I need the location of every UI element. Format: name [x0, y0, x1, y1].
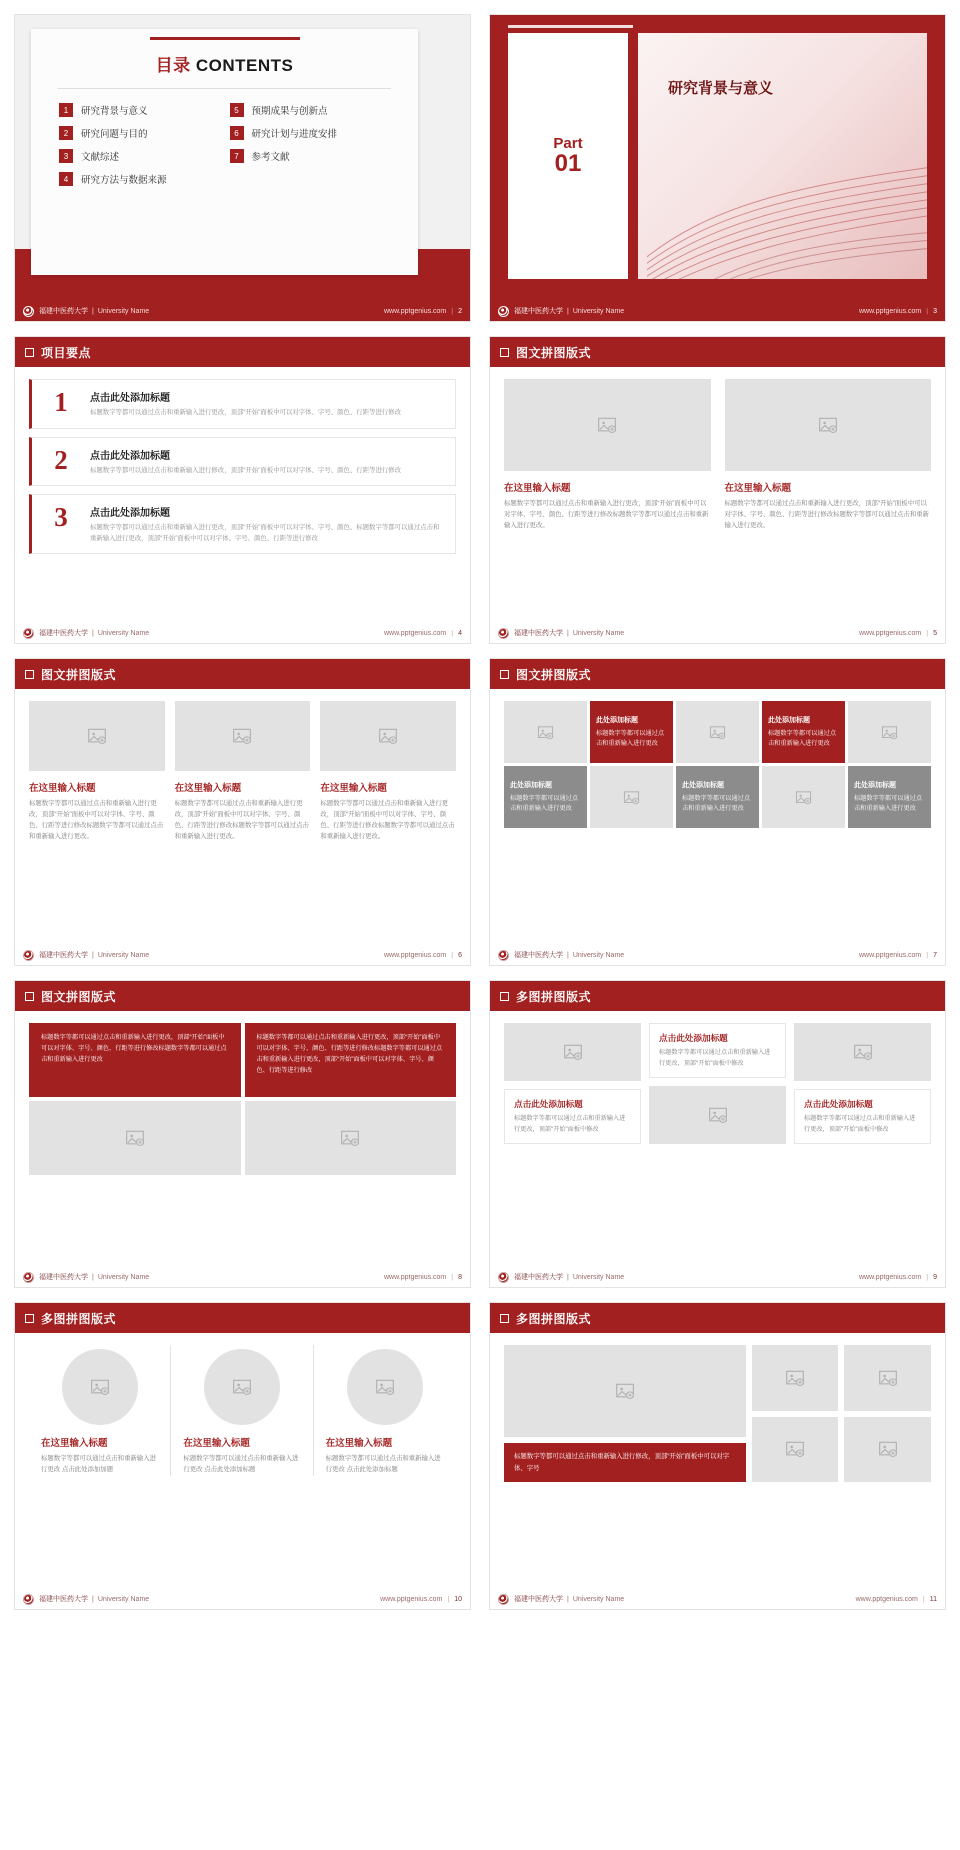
footer-site: www.pptgenius.com: [859, 951, 922, 959]
slide-contents[interactable]: [14, 14, 471, 322]
footer-sep: |: [926, 1273, 929, 1281]
cell-title: 在这里输入标题: [174, 783, 242, 795]
footer-site: www.pptgenius.com: [384, 629, 447, 637]
top-rule: [508, 25, 633, 28]
tile-title: 此处添加标题: [596, 717, 638, 725]
caption-card[interactable]: [794, 1089, 931, 1144]
slide-body: [15, 1333, 470, 1609]
list-item[interactable]: [59, 149, 220, 163]
image-icon: [785, 1368, 805, 1388]
image-icon: [708, 1105, 728, 1125]
footer-university-en: University Name: [572, 629, 625, 637]
cell-body: 标题数字等都可以通过点击和重新输入进行更改，顶部“开始”面板中可以对字体、字号、颜色、行距等进行修改标题数字等都可以通过点击和重新输入进行更改。: [724, 500, 929, 529]
footer-university-en: University Name: [572, 307, 625, 315]
header-title: 多图拼图版式: [41, 1311, 117, 1326]
image-icon: [232, 1377, 252, 1397]
media-text-cell[interactable]: [314, 1345, 456, 1476]
university-logo-icon: [23, 1594, 34, 1605]
square-bullet-icon: [500, 670, 509, 679]
footer-site: www.pptgenius.com: [855, 1595, 918, 1603]
footer-university-cn: 福建中医药大学: [514, 1274, 563, 1282]
image-placeholder[interactable]: [62, 1349, 138, 1425]
university-logo-icon: [498, 950, 509, 961]
image-placeholder[interactable]: [504, 701, 587, 763]
card-title: 点击此处添加标题: [514, 1099, 583, 1110]
tile-title: 此处添加标题: [682, 782, 724, 790]
collage-column: [649, 1023, 786, 1144]
footer-university-en: University Name: [97, 307, 150, 315]
slide-footer: [15, 301, 470, 321]
footer-university-cn: 福建中医药大学: [39, 630, 88, 638]
collage-column: [794, 1023, 931, 1144]
page-number: 5: [933, 629, 937, 637]
media-text-cell[interactable]: [725, 379, 932, 532]
page-number: 7: [933, 951, 937, 959]
footer-university-cn: 福建中医药大学: [514, 1596, 563, 1604]
item-label: 预期成果与创新点: [251, 106, 328, 117]
slide-footer: [490, 1589, 945, 1609]
tile-body: 标题数字等都可以通过点击和重新输入进行更改: [854, 795, 923, 813]
footer-separator: |: [92, 1273, 94, 1281]
slide-body: [490, 689, 945, 965]
page-number: 2: [458, 307, 462, 315]
footer-university-cn: 福建中医药大学: [514, 952, 563, 960]
slide-footer: [15, 945, 470, 965]
media-text-cell[interactable]: [171, 1345, 313, 1476]
slide-footer: [490, 623, 945, 643]
tile-body: 标题数字等都可以通过点击和重新输入进行更改: [768, 730, 837, 748]
list-item[interactable]: [29, 379, 456, 429]
page-number: 11: [929, 1595, 937, 1603]
footer-sep: |: [451, 629, 454, 637]
caption-card[interactable]: [649, 1023, 786, 1078]
image-icon: [878, 1439, 898, 1459]
university-logo-icon: [23, 628, 34, 639]
tile-title: 此处添加标题: [510, 782, 552, 790]
slide-footer: [15, 1589, 470, 1609]
page-number: 8: [458, 1273, 462, 1281]
item-number: 3: [54, 502, 68, 533]
media-text-cell[interactable]: [504, 379, 711, 532]
footer-separator: |: [92, 1595, 94, 1603]
cell-title: 在这里输入标题: [325, 1438, 393, 1450]
text-tile[interactable]: [848, 766, 931, 828]
card-title: 点击此处添加标题: [804, 1099, 873, 1110]
caption-banner[interactable]: 标题数字等都可以通过点击和重新输入进行修改，顶部“开始”面板中可以对字体、字号: [504, 1443, 746, 1481]
item-label: 研究方法与数据来源: [81, 175, 167, 186]
image-placeholder[interactable]: [752, 1417, 839, 1482]
university-logo-icon: [23, 306, 34, 317]
page-number: 9: [933, 1273, 937, 1281]
contents-title-cn: 目录: [155, 56, 191, 75]
media-text-cell[interactable]: [175, 701, 311, 843]
footer-separator: |: [567, 307, 569, 315]
card-body: 标题数字等都可以通过点击和重新输入进行更改，顶部“开始”面板中修改: [659, 1049, 771, 1067]
square-bullet-icon: [25, 348, 34, 357]
image-placeholder[interactable]: [29, 701, 165, 771]
image-placeholder[interactable]: [848, 701, 931, 763]
image-icon: [795, 789, 812, 806]
cell-title: 在这里输入标题: [320, 783, 387, 795]
footer-university-en: University Name: [572, 951, 625, 959]
image-placeholder[interactable]: [844, 1345, 931, 1410]
text-tile[interactable]: 标题数字等都可以通过点击和重新输入进行更改，顶部“开始”面板中可以对字体、字号、颜色、行距等进行修改标题数字等都可以通过点击和重新输入进行更改: [29, 1023, 241, 1097]
footer-university-en: University Name: [572, 1273, 625, 1281]
footer-separator: |: [92, 307, 94, 315]
footer-site: www.pptgenius.com: [380, 1595, 443, 1603]
item-number: 3: [59, 149, 73, 163]
footer-university-cn: 福建中医药大学: [514, 308, 563, 316]
footer-university-en: University Name: [97, 1273, 150, 1281]
footer-sep: |: [926, 629, 929, 637]
tile-title: 此处添加标题: [768, 717, 810, 725]
image-icon: [90, 1377, 110, 1397]
cell-body: 标题数字等都可以通过点击和重新输入进行更改 点击此处添加标题: [183, 1455, 299, 1474]
list-item[interactable]: [230, 126, 391, 140]
page-title: [31, 51, 418, 76]
cell-body: 标题数字等都可以通过点击和重新输入进行更改，顶部“开始”面板中可以对字体、字号、颜色、行距等进行修改标题数字等都可以通过点击和重新输入进行更改。: [29, 800, 164, 840]
item-body: 标题数字等都可以通过点击和重新输入进行更改，顶部“开始”面板中可以对字体、字号、颜色、标题数字等都可以通过点击和重新输入进行更改，顶部“开始”面板中可以对字体、字号、颜色、行距等进行修改: [90, 524, 440, 542]
image-placeholder[interactable]: [175, 701, 311, 771]
text-tile[interactable]: 标题数字等都可以通过点击和重新输入进行更改，顶部“开始”面板中可以对字体、字号、颜色、行距等进行修改标题数字等都可以通过点击和重新输入进行更改，顶部“开始”面板中可以对字体、字号、颜色、行距等进行修改: [245, 1023, 457, 1097]
text-tile[interactable]: [590, 701, 673, 763]
image-icon: [87, 726, 107, 746]
header-title: 多图拼图版式: [516, 1311, 592, 1326]
cell-title: 在这里输入标题: [504, 483, 571, 495]
footer-sep: |: [447, 1595, 450, 1603]
list-item[interactable]: [59, 172, 220, 186]
item-label: 研究问题与目的: [81, 129, 148, 140]
image-icon: [881, 724, 898, 741]
tile-body: 标题数字等都可以通过点击和重新输入进行更改: [682, 795, 751, 813]
title-tick: [150, 37, 300, 40]
item-number: 5: [230, 103, 244, 117]
university-logo-icon: [498, 1272, 509, 1283]
image-icon: [785, 1439, 805, 1459]
university-logo-icon: [23, 950, 34, 961]
slide-footer: [490, 301, 945, 321]
footer-sep: |: [451, 307, 454, 315]
image-icon: [597, 415, 617, 435]
university-logo-icon: [498, 628, 509, 639]
page-number: 6: [458, 951, 462, 959]
image-icon: [615, 1381, 635, 1401]
item-body: 标题数字等都可以通过点击和重新输入进行修改，顶部“开始”面板中可以对字体、字号、颜色、行距等进行修改: [90, 466, 402, 474]
item-number: 1: [59, 103, 73, 117]
part-card: [508, 33, 628, 279]
slide-three-column[interactable]: [14, 658, 471, 966]
square-bullet-icon: [500, 992, 509, 1001]
cell-body: 标题数字等都可以通过点击和重新输入进行更改 点击此处添加加题: [41, 1455, 157, 1474]
cell-title: 在这里输入标题: [724, 483, 792, 495]
list-item[interactable]: [29, 437, 456, 487]
image-icon: [853, 1042, 873, 1062]
footer-university-en: University Name: [572, 1595, 625, 1603]
slide-footer: [15, 1267, 470, 1287]
contents-title-en: CONTENTS: [195, 56, 294, 75]
item-number: 2: [59, 126, 73, 140]
image-icon: [340, 1128, 360, 1148]
item-label: 研究背景与意义: [81, 106, 148, 117]
media-text-cell[interactable]: [320, 701, 456, 843]
image-placeholder[interactable]: [752, 1345, 839, 1410]
slide-two-column[interactable]: [489, 336, 946, 644]
slide-header: [15, 659, 470, 689]
footer-site: www.pptgenius.com: [859, 307, 922, 315]
image-placeholder[interactable]: [844, 1417, 931, 1482]
header-title: 多图拼图版式: [516, 989, 592, 1004]
item-label: 参考文献: [251, 152, 290, 163]
square-bullet-icon: [500, 1314, 509, 1323]
media-text-cell[interactable]: [29, 701, 165, 843]
footer-sep: |: [451, 951, 454, 959]
list-item[interactable]: [230, 149, 391, 163]
item-number: 7: [230, 149, 244, 163]
slide-header: [490, 981, 945, 1011]
media-text-cell[interactable]: [29, 1345, 171, 1476]
right-grid: [752, 1345, 931, 1481]
slide-footer: [15, 623, 470, 643]
slide-header: [490, 659, 945, 689]
part-banner: [638, 33, 927, 279]
cell-title: 在这里输入标题: [183, 1438, 250, 1450]
square-bullet-icon: [25, 992, 34, 1001]
slide-header: [15, 337, 470, 367]
footer-university-en: University Name: [97, 951, 150, 959]
slide-footer: [490, 945, 945, 965]
footer-sep: |: [922, 1595, 925, 1603]
footer-separator: |: [92, 629, 94, 637]
cell-body: 标题数字等都可以通过点击和重新输入进行更改，顶部“开始”面板中可以对字体、字号、颜色、行距等进行修改标题数字等都可以通过点击和重新输入进行更改。: [504, 500, 709, 529]
image-placeholder[interactable]: [29, 1101, 241, 1175]
slide-red-blocks[interactable]: [14, 980, 471, 1288]
image-icon: [878, 1368, 898, 1388]
footer-site: www.pptgenius.com: [384, 307, 447, 315]
footer-university-en: University Name: [97, 629, 150, 637]
footer-site: www.pptgenius.com: [859, 629, 922, 637]
image-placeholder[interactable]: [590, 766, 673, 828]
item-title: 点击此处添加标题: [90, 508, 170, 520]
footer-site: www.pptgenius.com: [384, 1273, 447, 1281]
cell-title: 在这里输入标题: [29, 783, 96, 795]
page-number: 10: [454, 1595, 462, 1603]
slide-mosaic[interactable]: [489, 658, 946, 966]
footer-university-cn: 福建中医药大学: [514, 630, 563, 638]
slide-body: [15, 1011, 470, 1287]
cell-title: 在这里输入标题: [41, 1438, 108, 1450]
footer-site: www.pptgenius.com: [859, 1273, 922, 1281]
item-label: 研究计划与进度安排: [251, 129, 338, 140]
card-body: 标题数字等都可以通过点击和重新输入进行更改，顶部“开始”面板中修改: [804, 1115, 916, 1133]
footer-sep: |: [451, 1273, 454, 1281]
footer-separator: |: [567, 951, 569, 959]
header-title: 图文拼图版式: [41, 667, 117, 682]
slide-big-left[interactable]: [489, 1302, 946, 1610]
image-icon: [232, 726, 252, 746]
square-bullet-icon: [500, 348, 509, 357]
image-icon: [623, 789, 640, 806]
text-tile[interactable]: [762, 701, 845, 763]
image-placeholder[interactable]: [245, 1101, 457, 1175]
university-logo-icon: [498, 1594, 509, 1605]
tile-body: 标题数字等都可以通过点击和重新输入进行更改: [510, 795, 579, 813]
image-placeholder[interactable]: [347, 1349, 423, 1425]
image-placeholder[interactable]: [725, 379, 932, 471]
footer-university-cn: 福建中医药大学: [39, 952, 88, 960]
header-title: 项目要点: [41, 345, 92, 360]
cell-body: 标题数字等都可以通过点击和重新输入进行更改，顶部“开始”面板中可以对字体、字号、颜色、行距等进行修改标题数字等都可以通过点击和重新输入进行更改。: [174, 800, 309, 840]
item-number: 1: [54, 387, 68, 418]
part-title: 研究背景与意义: [668, 80, 774, 97]
slide-header: [490, 337, 945, 367]
image-placeholder[interactable]: [204, 1349, 280, 1425]
image-placeholder[interactable]: [504, 379, 711, 471]
image-icon: [125, 1128, 145, 1148]
footer-university-cn: 福建中医药大学: [39, 1596, 88, 1604]
header-title: 图文拼图版式: [41, 989, 117, 1004]
footer-university-cn: 福建中医药大学: [39, 1274, 88, 1282]
cell-body: 标题数字等都可以通过点击和重新输入进行更改，顶部“开始”面板中可以对字体、字号、颜色、行距等进行修改标题数字等都可以通过点击和重新输入进行更改。: [320, 800, 455, 840]
slide-body: [15, 689, 470, 965]
square-bullet-icon: [25, 670, 34, 679]
card-title: 点击此处添加标题: [659, 1033, 728, 1044]
slide-part-cover[interactable]: [489, 14, 946, 322]
footer-separator: |: [567, 1273, 569, 1281]
footer-sep: |: [926, 951, 929, 959]
tile-title: 此处添加标题: [854, 782, 896, 790]
footer-separator: |: [567, 629, 569, 637]
header-title: 图文拼图版式: [516, 345, 592, 360]
page-number: 4: [458, 629, 462, 637]
card-body: 标题数字等都可以通过点击和重新输入进行更改，顶部“开始”面板中修改: [514, 1115, 626, 1133]
slide-header: [15, 1303, 470, 1333]
image-icon: [537, 724, 554, 741]
list-item[interactable]: [59, 103, 220, 117]
image-icon: [375, 1377, 395, 1397]
university-logo-icon: [23, 1272, 34, 1283]
slide-header: [490, 1303, 945, 1333]
contents-panel: [31, 29, 418, 275]
text-tile[interactable]: [504, 766, 587, 828]
left-panel: [504, 1345, 746, 1481]
item-title: 点击此处添加标题: [90, 450, 170, 462]
text-tile[interactable]: [676, 766, 759, 828]
university-logo-icon: [498, 306, 509, 317]
caption-card[interactable]: [504, 1089, 641, 1144]
image-placeholder[interactable]: [794, 1023, 931, 1081]
image-icon: [709, 724, 726, 741]
contents-list: [31, 89, 418, 186]
list-item[interactable]: [230, 103, 391, 117]
collage-column: [504, 1023, 641, 1144]
part-number: 01: [554, 150, 582, 178]
slide-body: [490, 367, 945, 643]
footer-separator: |: [567, 1595, 569, 1603]
list-item[interactable]: [29, 494, 456, 554]
slide-circles[interactable]: [14, 1302, 471, 1610]
cell-body: 标题数字等都可以通过点击和重新输入进行更改 点击此处添加标题: [325, 1455, 441, 1474]
slide-collage[interactable]: [489, 980, 946, 1288]
tile-body: 标题数字等都可以通过点击和重新输入进行更改: [596, 730, 665, 748]
image-placeholder[interactable]: [649, 1086, 786, 1144]
image-placeholder[interactable]: [504, 1345, 746, 1437]
list-item[interactable]: [59, 126, 220, 140]
image-placeholder[interactable]: [504, 1023, 641, 1081]
slide-footer: [490, 1267, 945, 1287]
slide-project-points[interactable]: [14, 336, 471, 644]
footer-university-cn: 福建中医药大学: [39, 308, 88, 316]
page-number: 3: [933, 307, 937, 315]
image-placeholder[interactable]: [320, 701, 456, 771]
item-number: 2: [54, 444, 68, 475]
image-placeholder[interactable]: [676, 701, 759, 763]
footer-separator: |: [92, 951, 94, 959]
header-title: 图文拼图版式: [516, 667, 592, 682]
square-bullet-icon: [25, 1314, 34, 1323]
item-number: 6: [230, 126, 244, 140]
slide-body: [490, 1333, 945, 1609]
item-label: 文献综述: [81, 152, 120, 163]
image-icon: [563, 1042, 583, 1062]
slide-body: [15, 367, 470, 643]
image-icon: [378, 726, 398, 746]
item-title: 点击此处添加标题: [90, 393, 170, 405]
slide-body: [490, 1011, 945, 1287]
slide-header: [15, 981, 470, 1011]
decorative-waves-icon: [647, 145, 927, 279]
image-icon: [818, 415, 838, 435]
image-placeholder[interactable]: [762, 766, 845, 828]
footer-site: www.pptgenius.com: [384, 951, 447, 959]
footer-sep: |: [926, 307, 929, 315]
item-body: 标题数字等都可以通过点击和重新输入进行更改，顶部“开始”面板中可以对字体、字号、颜色、行距等进行修改: [90, 409, 402, 417]
part-label: Part: [553, 134, 583, 152]
footer-university-en: University Name: [97, 1595, 150, 1603]
item-number: 4: [59, 172, 73, 186]
